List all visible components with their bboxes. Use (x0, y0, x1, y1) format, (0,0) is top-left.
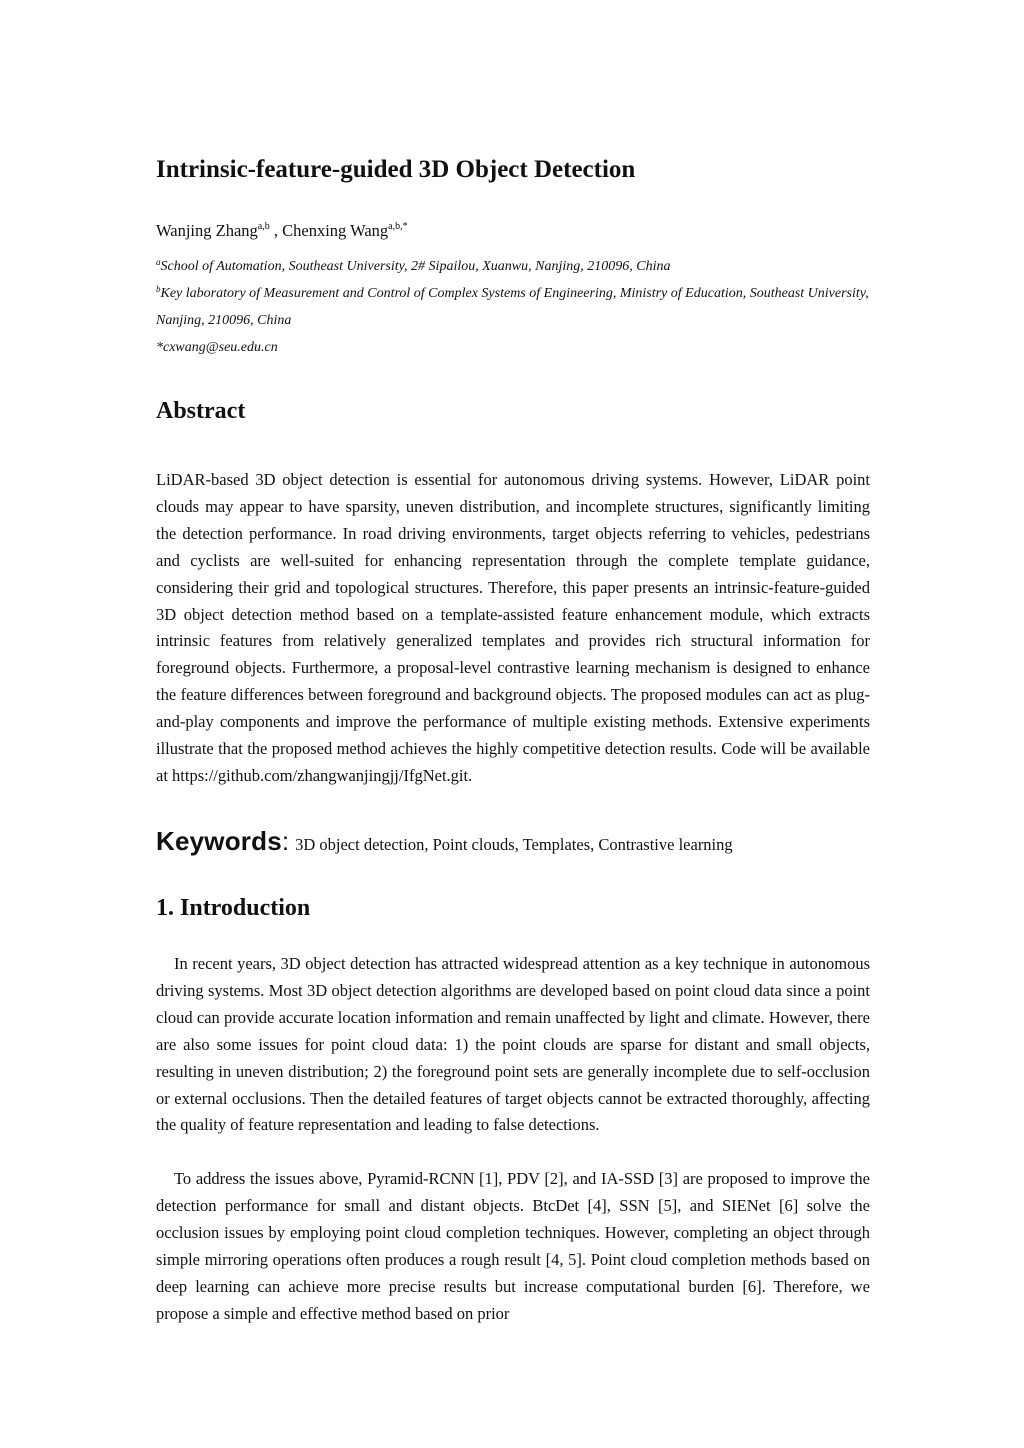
author-name: Chenxing Wang (282, 221, 389, 240)
paper-title: Intrinsic-feature-guided 3D Object Detection (156, 156, 636, 183)
author-line (156, 221, 408, 241)
keywords-colon: : (281, 826, 290, 856)
keywords-label: Keywords (156, 826, 282, 856)
keywords-text: 3D object detection, Point clouds, Templates, Contrastive learning (295, 835, 733, 854)
corresponding-email: *cxwang@seu.edu.cn (156, 340, 278, 355)
author-affiliation-mark: a,b (257, 221, 270, 232)
affiliation-text: Key laboratory of Measurement and Control of Complex Systems of Engineering, Ministry of Education, Southeast University, Nanjing, 210096, China (156, 286, 869, 328)
introduction-heading: 1. Introduction (156, 895, 311, 921)
affiliation-b (156, 280, 870, 334)
intro-paragraph-1: In recent years, 3D object detection has attracted widespread attention as a key technique in autonomous driving systems. Most 3D object detection algorithms are developed based on point cloud data since a point cloud can provide accurate location information and remain unaffected by light and climate. However, there are also some issues for point cloud data: 1) the point clouds are sparse for distant and small objects, resulting in uneven distribution; 2) the foreground point sets are generally incomplete due to self-occlusion or external occlusions. Then the detailed features of target objects cannot be extracted thoroughly, affecting the quality of feature representation and leading to false detections. (156, 954, 870, 1135)
author-name: Wanjing Zhang (156, 221, 258, 240)
affiliation-mark: a (156, 257, 161, 267)
abstract-heading: Abstract (156, 398, 246, 424)
author-separator: , (269, 221, 283, 240)
affiliation-mark: b (156, 284, 161, 294)
affiliation-text: School of Automation, Southeast University, 2# Sipailou, Xuanwu, Nanjing, 210096, China (160, 259, 671, 274)
author-affiliation-mark: a,b,* (388, 221, 408, 232)
intro-paragraph-2: To address the issues above, Pyramid-RCNN [1], PDV [2], and IA-SSD [3] are proposed to improve the detection performance for small and distant objects. BtcDet [4], SSN [5], and SIENet [6] solve the occlusion issues by employing point cloud completion techniques. However, completing an object through simple mirroring operations often produces a rough result [4, 5]. Point cloud completion methods based on deep learning can achieve more precise results but increase computational burden [6]. Therefore, we propose a simple and effective method based on prior (156, 1169, 870, 1323)
abstract-text: LiDAR-based 3D object detection is essential for autonomous driving systems. However, LiDAR point clouds may appear to have sparsity, uneven distribution, and incomplete structures, significantly limiting the detection performance. In road driving environments, target objects referring to vehicles, pedestrians and cyclists are well-suited for enhancing representation through the complete template guidance, considering their grid and topological structures. Therefore, this paper presents an intrinsic-feature-guided 3D object detection method based on a template-assisted feature enhancement module, which extracts intrinsic features from relatively generalized templates and provides rich structural information for foreground objects. Furthermore, a proposal-level contrastive learning mechanism is designed to enhance the feature differences between foreground and background objects. The proposed modules can act as plug-and-play components and improve the performance of multiple existing methods. Extensive experiments illustrate that the proposed method achieves the highly competitive detection results. Code will be available at https://github.com/zhangwanjingjj/IfgNet.git. (156, 470, 870, 785)
keywords-line (156, 826, 733, 857)
affiliation-a (156, 253, 870, 280)
